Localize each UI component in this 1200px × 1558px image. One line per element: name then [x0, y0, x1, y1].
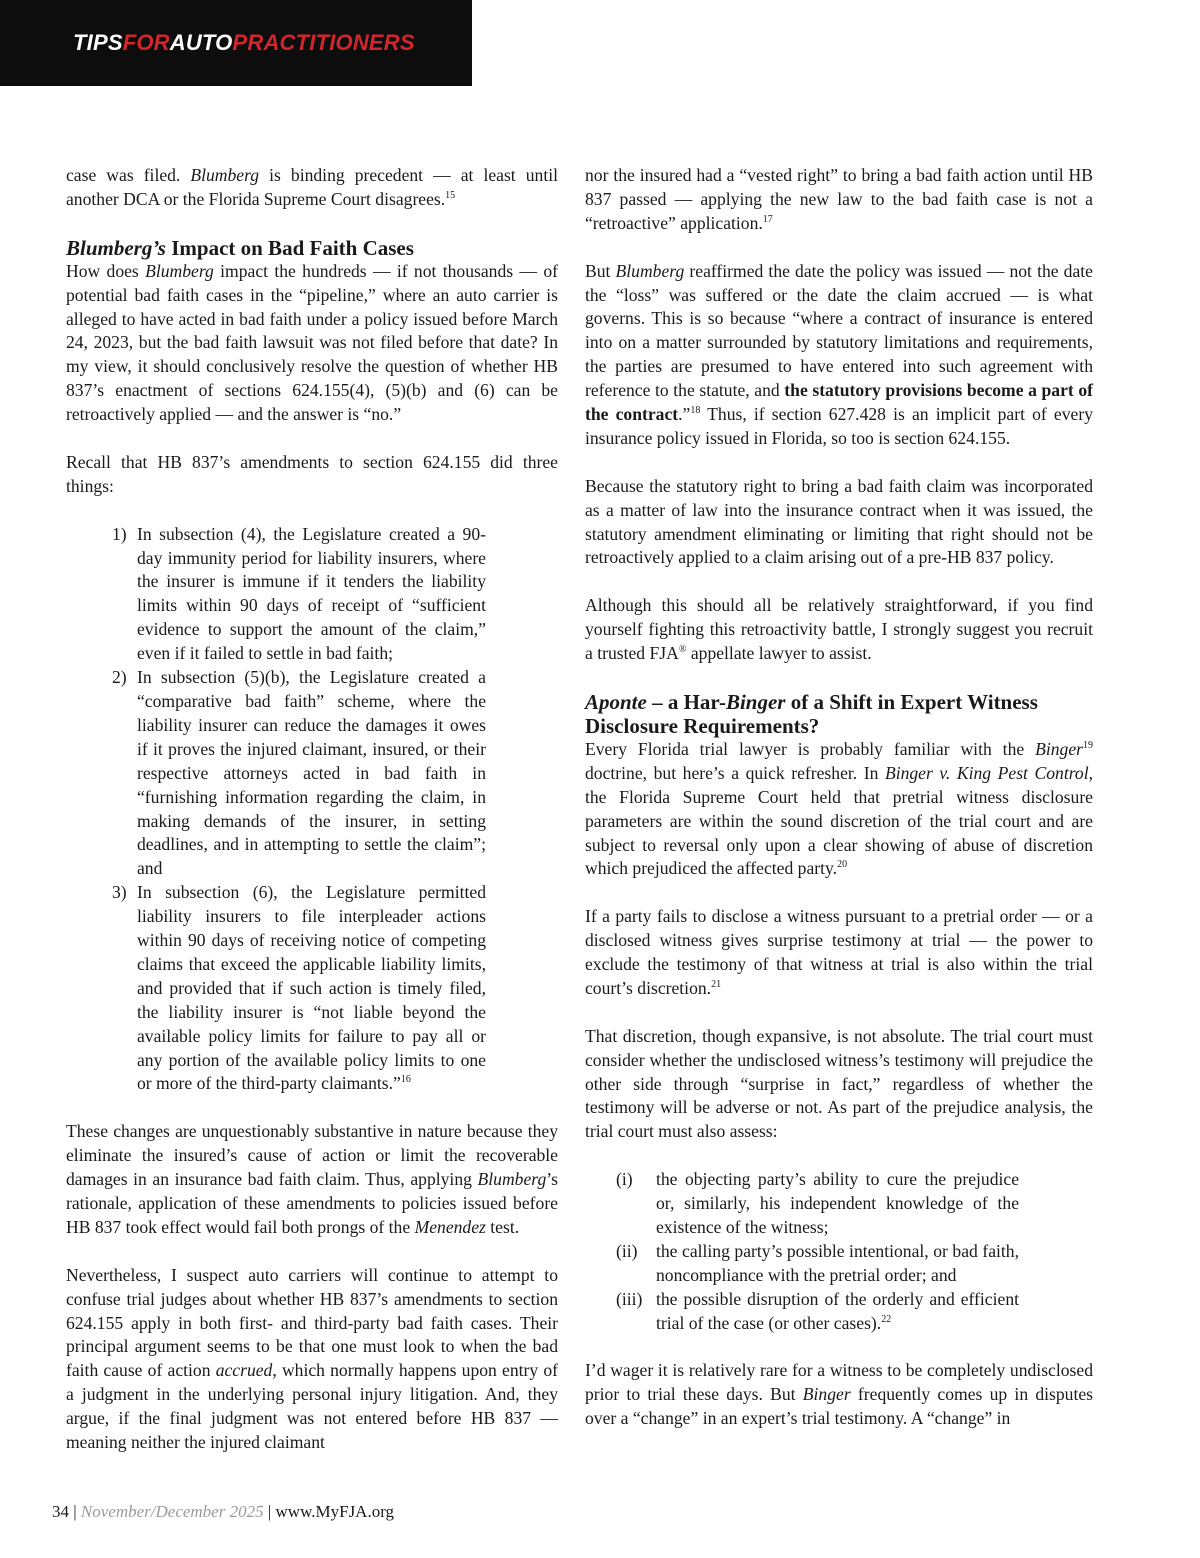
- right-column: [585, 164, 1093, 1455]
- paragraph: But Blumberg reaffirmed the date the policy was issued — not the date the “loss” was suffered or the date the claim accrued — is what governs. This is so because “where a contract of insurance is entered into on a matter surrounded by statutory limitations and requirements, the parties are presumed to have entered into such agreement with reference to the statute, and the statutory provisions become a part of the contract.”$^{18}$ Thus, if section 627.428 is an implicit part of every insurance policy issued in Florida, so too is section 624.155.: [585, 260, 1093, 448]
- section-heading: Aponte – a Har-Binger of a Shift in Expert Witness Disclosure Requirements?: [585, 689, 1038, 738]
- left-column: [66, 164, 558, 1479]
- paragraph: Although this should all be relatively straightforward, if you find yourself fighting this retroactivity battle, I strongly suggest you recruit a trusted FJA® appellate lawyer to assist.: [585, 595, 1093, 664]
- paragraph: These changes are unquestionably substantive in nature because they eliminate the insured’s cause of action or limit the recoverable damages in an insurance bad faith claim. Thus, applying Blumberg’s rationale, application of these amendments to policies issued before HB 837 took effect would fail both prongs of the Menendez test.: [66, 1121, 558, 1237]
- paragraph: nor the insured had a “vested right” to bring a bad faith action until HB 837 passed — applying the new law to the bad faith case is not a “retroactive” application.$^{17}$: [585, 165, 1093, 233]
- title-tips: TIPS: [73, 30, 123, 55]
- paragraph: That discretion, though expansive, is not absolute. The trial court must consider whether the undisclosed witness’s testimony will prejudice the other side through “surprise in fact,” regardless of whether the testimony will be adverse or not. As part of the prejudice analysis, the trial court must also assess:: [585, 1025, 1093, 1142]
- website-link[interactable]: www.MyFJA.org: [275, 1502, 395, 1521]
- title-auto: AUTO: [169, 30, 233, 55]
- prejudice-factors-list: [585, 1168, 1093, 1335]
- amendments-list: [66, 523, 558, 1097]
- paragraph: Nevertheless, I suspect auto carriers will continue to attempt to confuse trial judges about whether HB 837’s amendments to section 624.155 apply in both first- and third-party bad faith cases. Their principal argument seems to be that one must look to when the bad faith cause of action accrued, which normally happens upon entry of a judgment in the underlying personal injury litigation. And, they argue, if the final judgment was not entered before HB 837 — meaning neither the injured claimant: [66, 1264, 558, 1453]
- list-item: (iii) the possible disruption of the orderly and efficient trial of the case (or other cases).$^{22}$: [616, 1288, 1019, 1333]
- issue-date: November/December 2025: [80, 1502, 264, 1521]
- paragraph: Because the statutory right to bring a bad faith claim was incorporated as a matter of law into the insurance contract when it was issued, the statutory amendment eliminating or limiting that right should not be retroactively applied to a claim arising out of a pre-HB 837 policy.: [585, 475, 1093, 568]
- page-footer: 34 | November/December 2025 | www.MyFJA.org: [52, 1502, 395, 1521]
- list-item: 1) In subsection (4), the Legislature created a 90-day immunity period for liability insurers, where the insurer is immune if it tenders the liability limits within 90 days of receipt of “sufficient evidence to support the amount of the claim,” even if it failed to settle in bad faith;: [112, 523, 486, 664]
- list-item: 2) In subsection (5)(b), the Legislature created a “comparative bad faith” scheme, where the liability insurer can reduce the damages it owes if it proves the injured claimant, insured, or their respective attorneys acted in bad faith in “furnishing information regarding the claim, in making demands of the insurer, in setting deadlines, and in attempting to settle the claim”; and: [112, 667, 486, 879]
- section-heading: Blumberg’s Impact on Bad Faith Cases: [66, 235, 414, 260]
- paragraph: Every Florida trial lawyer is probably familiar with the Binger$^{19}$ doctrine, but here’s a quick refresher. In Binger v. King Pest Control, the Florida Supreme Court held that pretrial witness disclosure parameters are within the sound discretion of the trial court and are subject to reversal only upon a clear showing of abuse of discretion which prejudiced the affected party.$^{20}$: [585, 738, 1093, 879]
- paragraph: case was filed. Blumberg is binding precedent — at least until another DCA or the Florida Supreme Court disagrees.$^{15}$: [66, 165, 558, 209]
- title-practitioners: PRACTITIONERS: [232, 30, 415, 55]
- header-banner: [0, 0, 472, 86]
- page-number: 34: [52, 1502, 69, 1521]
- list-item: 3) In subsection (6), the Legislature permitted liability insurers to file interpleader actions within 90 days of receiving notice of competing claims that exceed the applicable liability limits, and provided that if such action is timely filed, the liability insurer is “not liable beyond the available policy limits for failure to pay all or any portion of the available policy limits to one or more of the third-party claimants.”$^{16}$: [112, 882, 486, 1094]
- section-title: [73, 30, 415, 56]
- paragraph: I’d wager it is relatively rare for a witness to be completely undisclosed prior to trial these days. But Binger frequently comes up in disputes over a “change” in an expert’s trial testimony. A “change” in: [585, 1360, 1094, 1429]
- paragraph: Recall that HB 837’s amendments to section 624.155 did three things:: [66, 451, 558, 496]
- list-item: (ii) the calling party’s possible intentional, or bad faith, noncompliance with the pretrial order; and: [616, 1240, 1019, 1285]
- paragraph: How does Blumberg impact the hundreds — if not thousands — of potential bad faith cases in the “pipeline,” where an auto carrier is alleged to have acted in bad faith under a policy issued before March 24, 2023, but the bad faith lawsuit was not filed before that date? In my view, it should conclusively resolve the question of whether HB 837’s enactment of sections 624.155(4), (5)(b) and (6) can be retroactively applied — and the answer is “no.”: [66, 260, 558, 425]
- title-for: FOR: [122, 30, 170, 55]
- paragraph: If a party fails to disclose a witness pursuant to a pretrial order — or a disclosed witness gives surprise testimony at trial — the power to exclude the testimony of that witness at trial is also within the trial court’s discretion.$^{21}$: [585, 906, 1093, 998]
- list-item: (i) the objecting party’s ability to cure the prejudice or, similarly, his independent knowledge of the existence of the witness;: [616, 1169, 1019, 1237]
